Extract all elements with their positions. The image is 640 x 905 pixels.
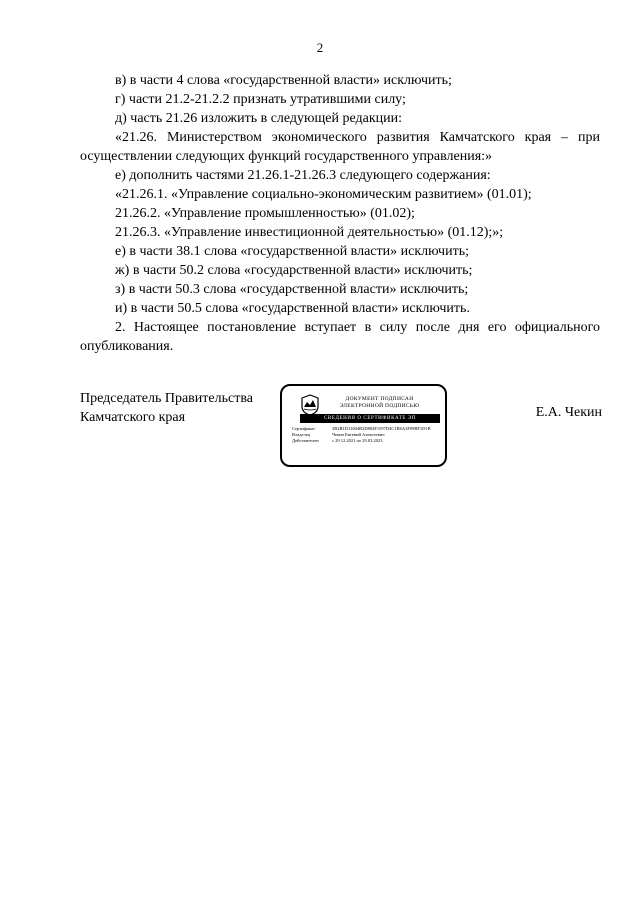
paragraph-21-26-2: 21.26.2. «Управление промышленностью» (01.02); [115,206,415,221]
stamp-key: Владелец [292,432,311,437]
stamp-title-line-1: ДОКУМЕНТ ПОДПИСАН [345,396,414,402]
stamp-value: Чекин Евгений Алексеевич [332,432,385,437]
stamp-certificate-bar: СВЕДЕНИЯ О СЕРТИФИКАТЕ ЭП [300,414,440,423]
stamp-details [292,426,442,444]
page-number: 2 [316,40,324,55]
electronic-signature-stamp [280,384,447,467]
stamp-row-valid [292,438,442,444]
paragraph-21-26-1: «21.26.1. «Управление социально-экономическим развитием» (01.01); [115,187,532,202]
signatory-name: Е.А. Чекин [535,405,602,420]
stamp-value: 3B2B1D11604B2D884F1597D4C1B6A3F09BF1D1B [332,426,431,431]
signatory-position [80,389,253,427]
paragraph-e-add: е) дополнить частями 21.26.1-21.26.3 следующего содержания: [115,168,491,183]
paragraph-i-50-5: и) в части 50.5 слова «государственной власти» исключить. [115,301,470,316]
position-line-1: Председатель Правительства [80,391,253,406]
paragraph-g: г) части 21.2-21.2.2 признать утратившими силу; [115,92,406,107]
paragraph-v: в) в части 4 слова «государственной власти» исключить; [115,73,452,88]
paragraph-z-50-3: з) в части 50.3 слова «государственной власти» исключить; [115,282,469,297]
paragraph-21-26: «21.26. Министерством экономического развития Камчатского края – при осуществлении следующих функций государственного управления:» [80,130,600,164]
stamp-value: с 29.12.2021 по 29.03.2023 [332,438,383,443]
stamp-title-line-2: ЭЛЕКТРОННОЙ ПОДПИСЬЮ [339,403,420,409]
paragraph-zh-50-2: ж) в части 50.2 слова «государственной власти» исключить; [115,263,473,278]
paragraph-21-26-3: 21.26.3. «Управление инвестиционной деятельностью» (01.12);»; [115,225,504,240]
stamp-key: Действителен [292,438,319,443]
paragraph-effective: 2. Настоящее постановление вступает в силу после дня его официального опубликования. [80,320,600,354]
stamp-title [322,396,437,410]
stamp-key: Сертификат [292,426,315,431]
position-line-2: Камчатского края [80,410,186,425]
coat-of-arms-icon [300,394,320,416]
paragraph-e-38-1: е) в части 38.1 слова «государственной власти» исключить; [115,244,469,259]
paragraph-d: д) часть 21.26 изложить в следующей редакции: [115,111,403,126]
document-body [80,71,600,356]
